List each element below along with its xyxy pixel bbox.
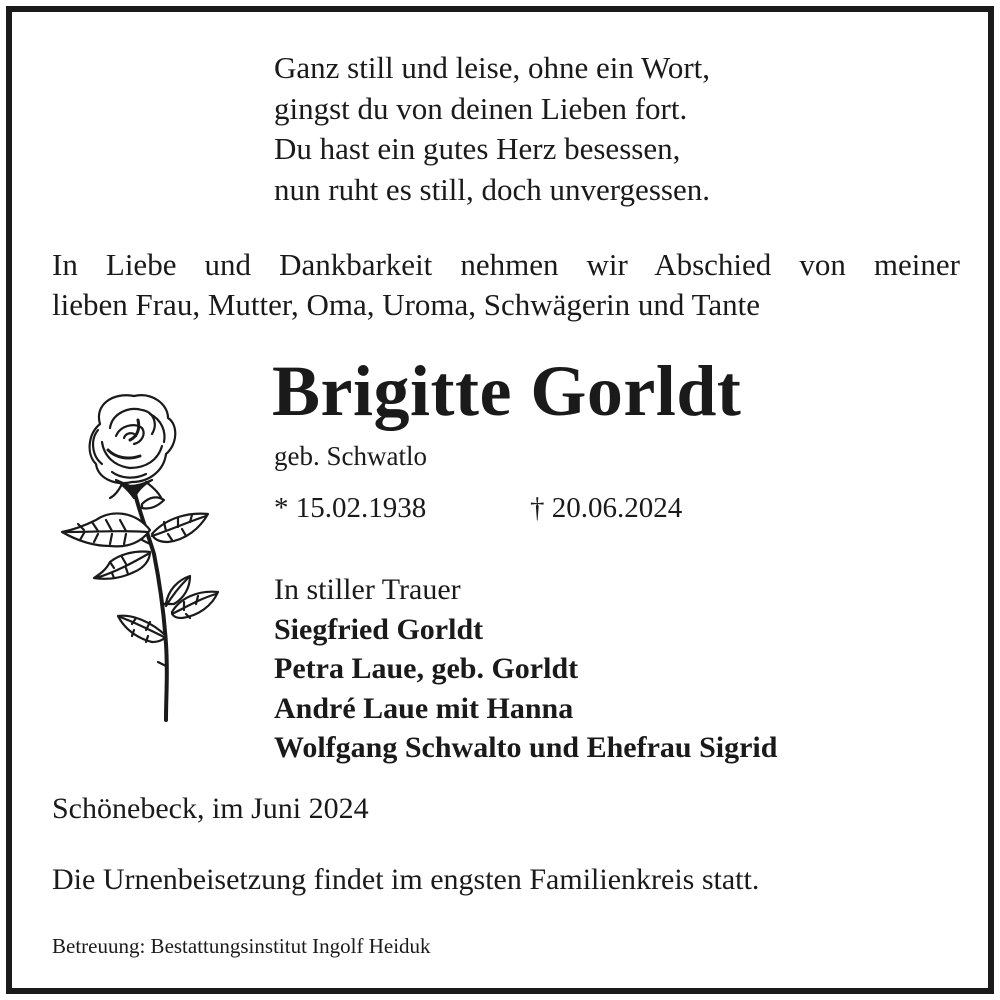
- mourner-name: Wolfgang Schwalto und Ehefrau Sigrid: [274, 731, 778, 764]
- mourning-heading: In stiller Trauer: [274, 573, 461, 606]
- poem-line: gingst du von deinen Lieben fort.: [274, 90, 688, 126]
- poem-line: Du hast ein gutes Herz besessen,: [274, 131, 681, 166]
- place-date: Schönebeck, im Juni 2024: [52, 792, 369, 825]
- mourner-name: Petra Laue, geb. Gorldt: [274, 652, 579, 685]
- obituary-frame: [6, 6, 994, 994]
- death-date: † 20.06.2024: [530, 492, 683, 524]
- mourner-name: Siegfried Gorldt: [274, 612, 484, 646]
- undertaker-credit: Betreuung: Bestattungsinstitut Ingolf Heiduk: [52, 934, 431, 958]
- poem-line: nun ruht es still, doch unvergessen.: [274, 171, 710, 207]
- farewell-intro: [52, 245, 960, 325]
- deceased-name: Brigitte Gorldt: [272, 351, 742, 431]
- mourners-block: [274, 570, 777, 768]
- poem: [274, 48, 710, 210]
- maiden-name: geb. Schwatlo: [274, 441, 427, 471]
- intro-line: lieben Frau, Mutter, Oma, Uroma, Schwägerin und Tante: [52, 287, 760, 322]
- intro-line: In Liebe und Dankbarkeit nehmen wir Abschied von meiner: [52, 247, 960, 282]
- birth-date: * 15.02.1938: [274, 492, 427, 524]
- burial-notice: Die Urnenbeisetzung findet im engsten Familienkreis statt.: [52, 863, 760, 896]
- life-dates: [274, 490, 683, 526]
- mourner-name: André Laue mit Hanna: [274, 691, 574, 725]
- rose-icon: [54, 384, 230, 726]
- poem-line: Ganz still und leise, ohne ein Wort,: [274, 50, 711, 85]
